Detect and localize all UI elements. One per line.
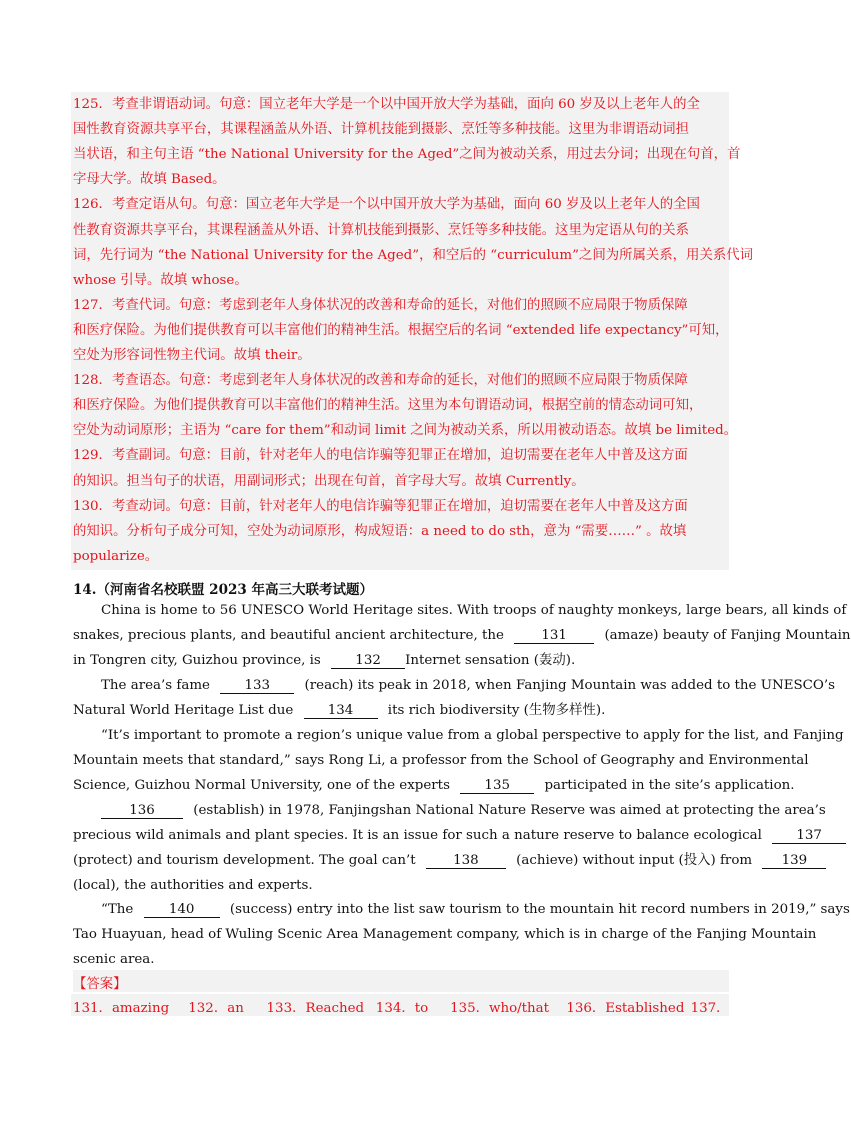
explanation-line: 的知识。担当句子的状语，用副词形式；出现在句首，首字母大写。故填 Currently。: [73, 473, 585, 489]
answer-137: 137．: [690, 1001, 730, 1016]
explanation-line: 性教育资源共享平台，其课程涵盖从外语、计算机技能到摄影、烹饪等多种技能。这里为定语从句的关系: [73, 222, 689, 238]
explanation-line: 125．考查非谓语动词。句意：国立老年大学是一个以中国开放大学为基础，面向 60 岁及以上老年人的全: [73, 97, 700, 112]
p4-line2: [73, 827, 846, 845]
answer-136: 136．Established: [566, 1001, 685, 1016]
explanation-line: 129．考查副词。句意：目前，针对老年人的电信诈骗等犯罪正在增加，迫切需要在老年人中普及这方面: [73, 448, 688, 464]
p3-text-c: Science, Guizhou Normal University, one of the experts: [73, 778, 450, 793]
p3-line1: “It’s important to promote a region’s unique value from a global perspective to apply for the list, and Fanjing: [101, 728, 844, 743]
blank-140[interactable]: 140: [144, 902, 220, 918]
explanation-line: 国性教育资源共享平台，其课程涵盖从外语、计算机技能到摄影、烹饪等多种技能。这里为非谓语动词担: [73, 122, 689, 138]
explanation-line: 和医疗保险。为他们提供教育可以丰富他们的精神生活。根据空后的名词 “extended life expectancy”可知，: [73, 322, 729, 338]
explanation-line: 130．考查动词。句意：目前，针对老年人的电信诈骗等犯罪正在增加，迫切需要在老年人中普及这方面: [73, 498, 688, 514]
p2-text-a: The area’s fame: [101, 678, 210, 693]
blank-133[interactable]: 133: [220, 678, 294, 694]
p4-text-b: precious wild animals and plant species. It is an issue for such a nature reserve to balance ecological: [73, 828, 762, 843]
explanation-line: 空处为动词原形；主语为 “care for them”和动词 limit 之间为被动关系，所以用被动语态。故填 be limited。: [73, 423, 738, 439]
explanation-line: 128．考查语态。句意：考虑到老年人身体状况的改善和寿命的延长，对他们的照顾不应局限于物质保障: [73, 373, 688, 389]
blank-134[interactable]: 134: [304, 703, 378, 719]
explanation-line: 和医疗保险。为他们提供教育可以丰富他们的精神生活。这里为本句谓语动词，根据空前的情态动词可知，: [73, 398, 703, 414]
answer-133: 133．Reached: [266, 1001, 365, 1016]
p2-text-c: Natural World Heritage List due: [73, 703, 294, 718]
explanation-line: 126．考查定语从句。句意：国立老年大学是一个以中国开放大学为基础，面向 60 岁及以上老年人的全国: [73, 197, 700, 213]
explanation-line: 字母大学。故填 Based。: [73, 172, 226, 188]
p5-text-a: “The: [101, 902, 134, 917]
p5-line1: [101, 901, 850, 919]
p2-text-d: its rich biodiversity (生物多样性).: [387, 703, 606, 718]
p3-text-d: participated in the site’s application.: [544, 778, 795, 793]
p3-line3: [73, 777, 795, 795]
blank-136[interactable]: 136: [101, 803, 183, 819]
blank-137[interactable]: 137: [772, 828, 846, 844]
p1-text-b: snakes, precious plants, and beautiful ancient architecture, the: [73, 628, 504, 643]
explanation-line: popularize。: [73, 548, 159, 564]
p5-text-b: (success) entry into the list saw tourism to the mountain hit record numbers in 2019,” says: [229, 902, 850, 917]
blank-135[interactable]: 135: [460, 778, 534, 794]
p5-line2: Tao Huayuan, head of Wuling Scenic Area Management company, which is in charge of the Fanjing Mountain: [73, 927, 817, 942]
explanation-line: 空处为形容词性物主代词。故填 their。: [73, 348, 311, 363]
p4-text-c: (protect) and tourism development. The goal can’t: [73, 853, 416, 868]
p2-line1: [101, 677, 835, 695]
answer-134: 134．to: [375, 1001, 429, 1016]
p4-line3: [73, 852, 826, 870]
p4-line4: (local), the authorities and experts.: [73, 878, 313, 893]
blank-139[interactable]: 139: [762, 853, 826, 869]
p1-line1: China is home to 56 UNESCO World Heritage sites. With troops of naughty monkeys, large bears, all kinds of: [101, 603, 847, 618]
p2-text-b: (reach) its peak in 2018, when Fanjing Mountain was added to the UNESCO’s: [304, 678, 836, 693]
p2-line2: [73, 702, 605, 720]
p1-text-d: in Tongren city, Guizhou province, is: [73, 653, 321, 668]
p1-line2: [73, 627, 851, 645]
p1-text-e: Internet sensation (轰动).: [405, 653, 576, 668]
explanation-line: 当状语，和主句主语 “the National University for the Aged”之间为被动关系，用过去分词；出现在句首，首: [73, 147, 741, 163]
p5-line3: scenic area.: [73, 952, 155, 967]
explanation-line: whose 引导。故填 whose。: [73, 272, 248, 288]
answer-132: 132．an: [188, 1001, 244, 1016]
blank-132[interactable]: 132: [331, 653, 405, 669]
explanation-line: 127．考查代词。句意：考虑到老年人身体状况的改善和寿命的延长，对他们的照顾不应局限于物质保障: [73, 297, 688, 313]
blank-138[interactable]: 138: [426, 853, 506, 869]
answer-label-bg: [73, 970, 729, 992]
answer-line: [73, 997, 730, 1016]
answer-label: 【答案】: [73, 977, 127, 992]
p4-text-d: (achieve) without input (投入) from: [516, 853, 753, 868]
p4-text-a: (establish) in 1978, Fanjingshan National Nature Reserve was aimed at protecting the area’s: [193, 803, 826, 818]
p3-line2: Mountain meets that standard,” says Rong Li, a professor from the School of Geography and Environmental: [73, 753, 809, 768]
p1-line3: [73, 652, 575, 670]
p4-line1: [101, 802, 826, 820]
answer-135: 135．who/that: [450, 1001, 550, 1016]
question-title: 14.（河南省名校联盟 2023 年高三大联考试题）: [73, 582, 373, 598]
answer-131: 131．amazing: [73, 1001, 170, 1016]
explanation-line: 的知识。分析句子成分可知，空处为动词原形，构成短语：a need to do sth，意为 “需要……” 。故填: [73, 523, 687, 539]
explanation-line: 词，先行词为 “the National University for the Aged”，和空后的 “curriculum”之间为所属关系，用关系代词: [73, 247, 754, 263]
blank-131[interactable]: 131: [514, 628, 594, 644]
p1-text-c: (amaze) beauty of Fanjing Mountain: [604, 628, 851, 643]
